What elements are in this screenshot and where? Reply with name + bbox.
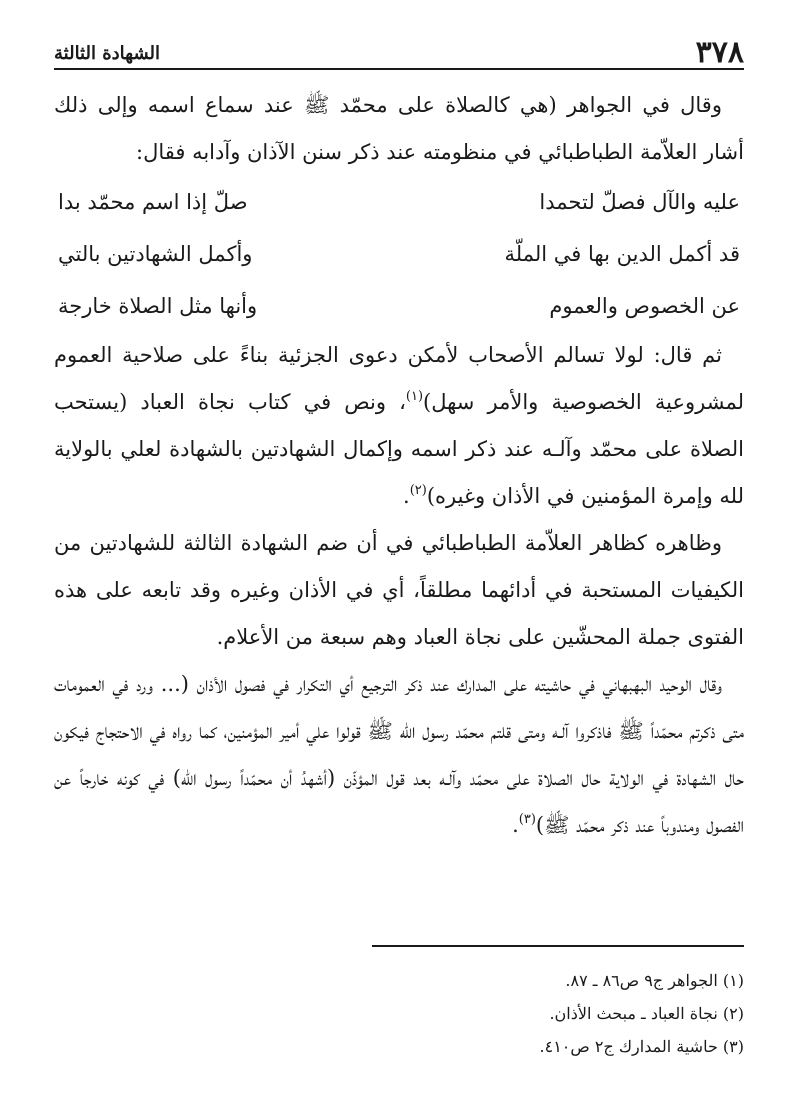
verse-1-right: عليه والآل فصلّ لتحمدا [539, 190, 740, 214]
footnote-ref-1[interactable]: (١) [405, 389, 424, 404]
paragraph-1: وقال في الجواهر (هي كالصلاة على محمّد ﷺ عند سماع اسمه وإلى ذلك أشار العلاّمة الطباطبائي في منظومته عند ذكر سنن الآذان وآدابه فقال: [54, 93, 744, 164]
running-title: الشهادة الثالثة [54, 43, 161, 64]
paragraph-4 [54, 661, 744, 849]
footnote-2: (٢) نجاة العباد ـ مبحث الأذان. [549, 1004, 744, 1023]
verse-2 [54, 228, 744, 280]
main-text [54, 82, 744, 849]
verse-3-right: عن الخصوص والعموم [549, 294, 740, 318]
footnote-divider [372, 945, 744, 947]
verse-2-left: وأكمل الشهادتين بالتي [58, 242, 253, 266]
paragraph-2 [54, 332, 744, 520]
verse-3-left: وأنها مثل الصلاة خارجة [58, 294, 258, 318]
paragraph-3: وظاهره كظاهر العلاّمة الطباطبائي في أن ضم الشهادة الثالثة للشهادتين من الكيفيات المستحبة في أدائهما مطلقاً، أي في الأذان وغيره وقد تابعه على هذه الفتوى جملة المحشّين على نجاة العباد وهم سبعة من الأعلام. [54, 531, 744, 649]
page-header [54, 22, 744, 70]
verse-1 [54, 176, 744, 228]
footnotes [54, 964, 744, 1063]
poem [54, 176, 744, 332]
verse-1-left: صلّ إذا اسم محمّد بدا [58, 190, 248, 214]
paragraph-2-text: ثم قال: لولا تسالم الأصحاب لأمكن دعوى الجزئية بناءً على صلاحية العموم لمشروعية الخصوصية والأمر سهل) [54, 343, 744, 414]
book-page [54, 22, 744, 1056]
footnote-ref-3[interactable]: (٣) [518, 812, 536, 827]
paragraph-4-end: . [512, 813, 519, 837]
paragraph-2-text-2: ، ونص في كتاب نجاة العباد (يستحب الصلاة على محمّد وآلـه عند ذكر اسمه وإكمال الشهادتين بالشهادة لعلي بالولاية لله وإمرة المؤمنين في الأذان وغيره) [54, 390, 744, 508]
verse-3 [54, 280, 744, 332]
paragraph-4-text: وقال الوحيد البهبهاني في حاشيته على المدارك عند ذكر الترجيع أي التكرار في فصول الأذان (... ورد في العمومات متى ذكرتم محمّداً ﷺ فاذكروا آلـه ومتى قلتم محمّد رسول الله ﷺ قولوا علي أمير المؤمنين، كما رواه في الاحتجاج فيكون حال الشهادة في الولاية حال الصلاة على محمّد وآلـه بعد قول المؤذّن (أشهدُ أن محمّداً رسول الله) في كونه خارجاً عن الفصول ومندوباً عند ذكر محمّد ﷺ) [54, 672, 744, 837]
verse-2-right: قد أكمل الدين بها في الملّة [504, 242, 740, 266]
footnote-ref-2[interactable]: (٢) [409, 483, 427, 498]
footnote-1: (١) الجواهر ج٩ ص٨٦ ـ ٨٧. [565, 971, 744, 990]
page-number: ٣٧٨ [695, 35, 744, 70]
paragraph-2-end: . [403, 484, 410, 508]
footnote-3: (٣) حاشية المدارك ج٢ ص٤١٠. [539, 1037, 744, 1056]
